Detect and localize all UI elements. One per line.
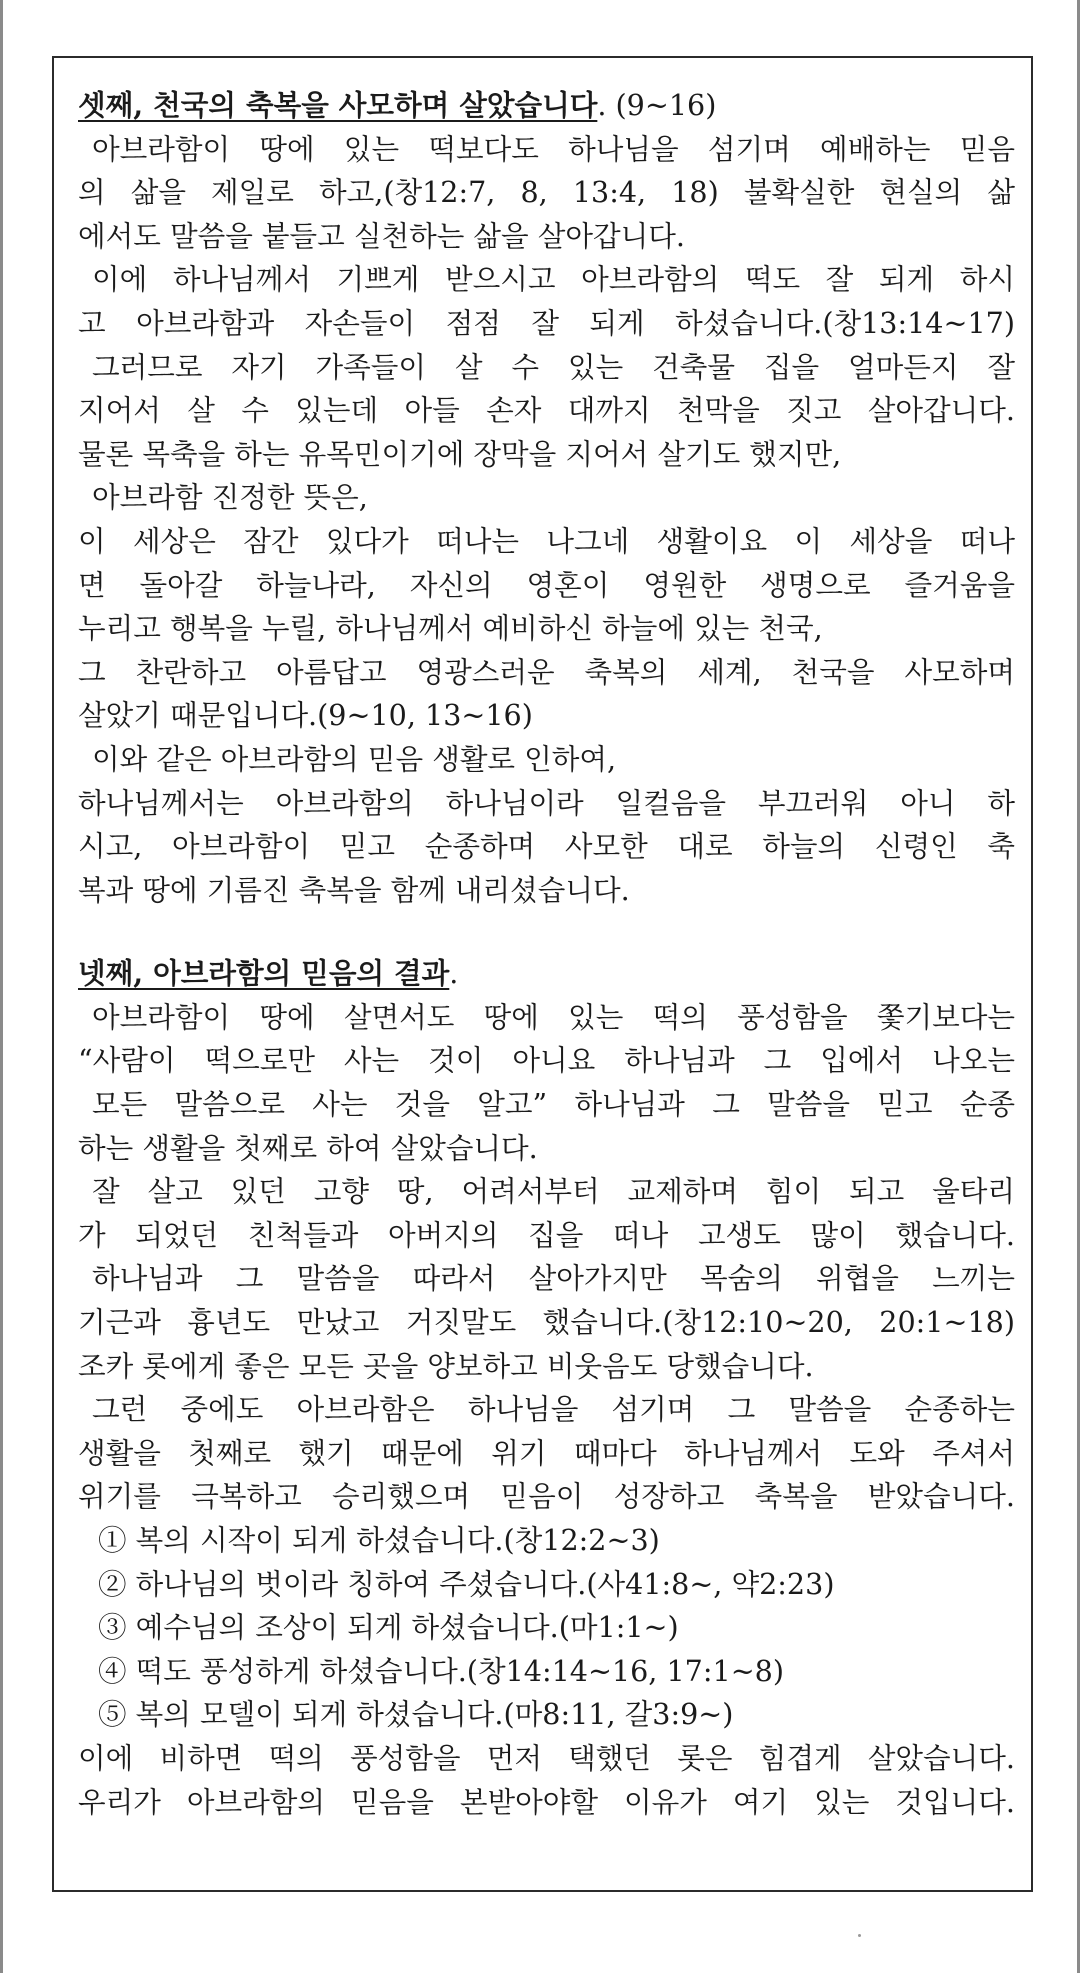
section4-heading-text: 넷째, 아브라함의 믿음의 결과 xyxy=(78,956,450,991)
text-line: 생활을 첫째로 했기 때문에 위기 때마다 하나님께서 도와 주셔서 xyxy=(78,1435,1015,1470)
document-frame xyxy=(52,56,1033,1892)
text-line: 하나님과 그 말씀을 따라서 살아가지만 목숨의 위협을 느끼는 xyxy=(92,1261,1015,1296)
scan-speck xyxy=(858,1934,861,1937)
text-line: 그런 중에도 아브라함은 하나님을 섬기며 그 말씀을 순종하는 xyxy=(92,1392,1015,1427)
closing-line: 이에 비하면 떡의 풍성함을 먼저 택했던 롯은 힘겹게 살았습니다. xyxy=(78,1740,1015,1775)
list-item: ④ 떡도 풍성하게 하셨습니다.(창14:14~16, 17:1~8) xyxy=(98,1653,785,1688)
text-line: 이 세상은 잠간 있다가 떠나는 나그네 생활이요 이 세상을 떠나 xyxy=(78,523,1015,558)
text-line: 그러므로 자기 가족들이 살 수 있는 건축물 집을 얼마든지 잘 xyxy=(92,349,1015,384)
text-line: 물론 목축을 하는 유목민이기에 장막을 지어서 살기도 했지만, xyxy=(78,436,842,471)
text-line: 이와 같은 아브라함의 믿음 생활로 인하여, xyxy=(92,741,617,776)
text-line: 시고, 아브라함이 믿고 순종하며 사모한 대로 하늘의 신령인 축 xyxy=(78,829,1015,864)
text-line: 조카 롯에게 좋은 모든 곳을 양보하고 비웃음도 당했습니다. xyxy=(78,1348,814,1383)
text-line: 모든 말씀으로 사는 것을 알고” 하나님과 그 말씀을 믿고 순종 xyxy=(92,1087,1015,1122)
text-line: 에서도 말씀을 붙들고 실천하는 삶을 살아갑니다. xyxy=(78,218,685,253)
section3-heading xyxy=(78,84,1015,128)
section4-heading xyxy=(78,952,1015,996)
list-item: ② 하나님의 벗이라 칭하여 주셨습니다.(사41:8~, 약2:23) xyxy=(98,1566,835,1601)
text-line: 아브라함이 땅에 살면서도 땅에 있는 떡의 풍성함을 쫓기보다는 xyxy=(92,999,1015,1034)
section3-heading-text: 셋째, 천국의 축복을 사모하며 살았습니다 xyxy=(78,88,598,122)
text-line: 지어서 살 수 있는데 아들 손자 대까지 천막을 짓고 살아갑니다. xyxy=(78,393,1015,428)
text-line: 위기를 극복하고 승리했으며 믿음이 성장하고 축복을 받았습니다. xyxy=(78,1479,1015,1514)
section-gap xyxy=(78,912,1015,952)
text-line: 하나님께서는 아브라함의 하나님이라 일컬음을 부끄러워 아니 하 xyxy=(78,785,1015,820)
text-line: 고 아브라함과 자손들이 점점 잘 되게 하셨습니다.(창13:14~17) xyxy=(78,305,1015,340)
text-line: 가 되었던 친척들과 아버지의 집을 떠나 고생도 많이 했습니다. xyxy=(78,1217,1015,1252)
text-line: 하는 생활을 첫째로 하여 살았습니다. xyxy=(78,1130,538,1165)
text-line: 의 삶을 제일로 하고,(창12:7, 8, 13:4, 18) 불확실한 현실의 삶 xyxy=(78,175,1015,210)
text-line: 복과 땅에 기름진 축복을 함께 내리셨습니다. xyxy=(78,872,630,907)
text-line: 누리고 행복을 누릴, 하나님께서 예비하신 하늘에 있는 천국, xyxy=(78,611,823,646)
text-line: 살았기 때문입니다.(9~10, 13~16) xyxy=(78,698,533,733)
text-line: 기근과 흉년도 만났고 거짓말도 했습니다.(창12:10~20, 20:1~18) xyxy=(78,1305,1015,1340)
section4-heading-ref: . xyxy=(449,956,459,991)
list-item: ① 복의 시작이 되게 하셨습니다.(창12:2~3) xyxy=(98,1523,660,1557)
text-line: “사람이 떡으로만 사는 것이 아니요 하나님과 그 입에서 나오는 xyxy=(78,1043,1015,1078)
closing-line: 우리가 아브라함의 믿음을 본받아야할 이유가 여기 있는 것입니다. xyxy=(78,1784,1015,1819)
text-line: 면 돌아갈 하늘나라, 자신의 영혼이 영원한 생명으로 즐거움을 xyxy=(78,567,1015,602)
text-line: 아브라함이 땅에 있는 떡보다도 하나님을 섬기며 예배하는 믿음 xyxy=(92,131,1015,166)
list-item: ⑤ 복의 모델이 되게 하셨습니다.(마8:11, 갈3:9~) xyxy=(98,1697,734,1732)
page-edge-left xyxy=(0,0,3,1973)
section3-heading-ref: . (9~16) xyxy=(597,88,717,122)
text-line: 그 찬란하고 아름답고 영광스러운 축복의 세계, 천국을 사모하며 xyxy=(78,654,1015,689)
list-item: ③ 예수님의 조상이 되게 하셨습니다.(마1:1~) xyxy=(98,1610,679,1645)
text-line: 아브라함 진정한 뜻은, xyxy=(92,480,368,515)
text-line: 잘 살고 있던 고향 땅, 어려서부터 교제하며 힘이 되고 울타리 xyxy=(92,1174,1015,1209)
text-line: 이에 하나님께서 기쁘게 받으시고 아브라함의 떡도 잘 되게 하시 xyxy=(92,262,1015,297)
